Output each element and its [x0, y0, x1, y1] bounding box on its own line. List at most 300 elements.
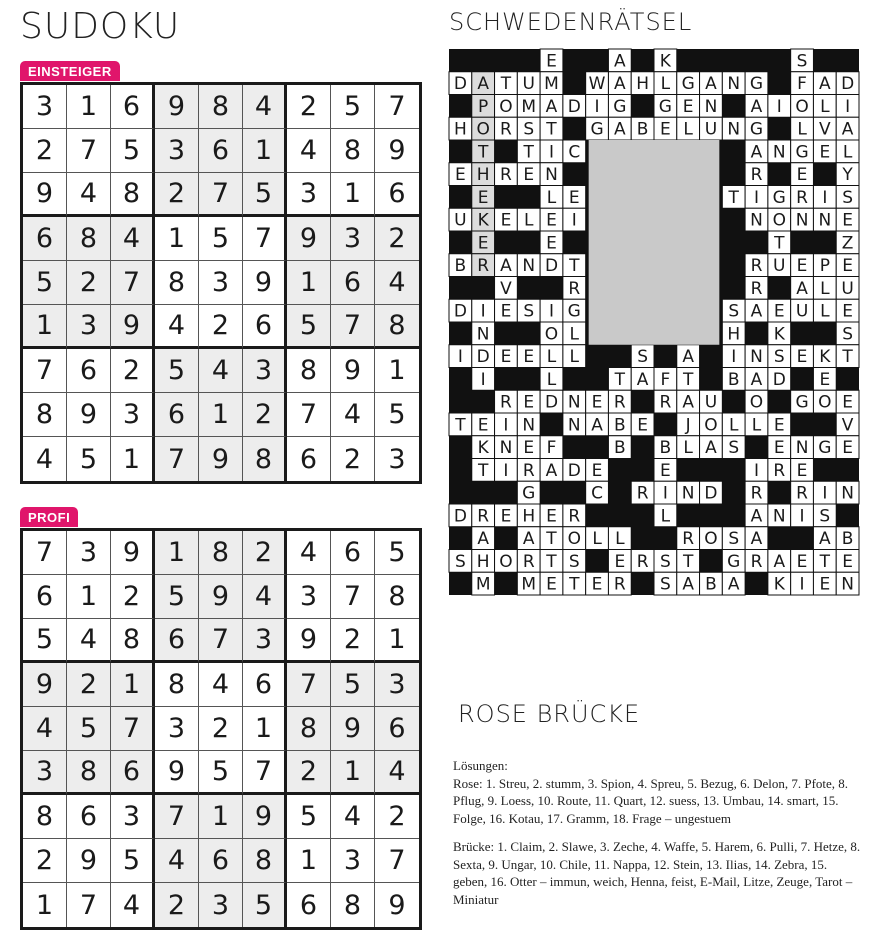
crossword-letter: T [523, 142, 534, 163]
sudoku-cell: 6 [287, 883, 331, 927]
crossword-letter: B [705, 574, 717, 595]
sudoku-cell: 2 [243, 393, 287, 437]
crossword-letter: I [480, 369, 486, 390]
crossword-letter: B [659, 438, 672, 459]
crossword-letter: G [795, 392, 809, 413]
crossword-letter: N [841, 483, 854, 504]
crossword-letter: I [594, 96, 600, 117]
crossword-letter: I [548, 142, 555, 163]
crossword-letter: A [750, 96, 763, 117]
sudoku-cell: 7 [331, 575, 375, 619]
crossword-letter: L [797, 119, 807, 140]
sudoku-cell: 9 [331, 349, 375, 393]
sudoku-cell: 2 [331, 437, 375, 481]
crossword-letter: E [796, 460, 808, 481]
crossword-letter: E [842, 551, 853, 572]
crossword-letter: R [500, 392, 512, 413]
crossword-letter: F [660, 369, 671, 390]
crossword-letter: I [822, 483, 828, 504]
crossword-letter: E [477, 415, 489, 436]
sudoku-cell: 9 [199, 437, 243, 481]
sudoku-cell: 3 [155, 129, 199, 173]
crossword-letter: H [476, 165, 490, 186]
crossword-letter: T [569, 574, 580, 595]
crossword-letter: D [567, 96, 581, 117]
sudoku-cell: 3 [243, 619, 287, 663]
sudoku-cell: 4 [331, 393, 375, 437]
crossword-letter: L [683, 438, 693, 459]
crossword-letter: V [841, 415, 854, 436]
crossword-letter: E [660, 119, 671, 140]
sudoku-cell: 9 [388, 889, 406, 921]
sudoku-cell: 5 [331, 663, 375, 707]
sudoku-cell: 1 [199, 795, 243, 839]
sudoku-cell: 4 [199, 349, 243, 393]
crossword-letter: N [567, 392, 581, 413]
sudoku-cell: 6 [155, 619, 199, 663]
sudoku-cell: 4 [23, 437, 67, 481]
crossword-letter: A [636, 369, 649, 390]
crossword-letter: I [662, 483, 668, 504]
crossword-letter: N [681, 483, 695, 504]
crossword-letter: O [704, 529, 718, 550]
crossword-letter: K [773, 574, 785, 595]
crossword-letter: S [523, 301, 535, 322]
crossword-letter: R [796, 483, 808, 504]
crossword-letter: E [842, 392, 853, 413]
crossword-letter: O [476, 119, 490, 140]
crossword-letter: N [750, 210, 763, 231]
crossword-letter: S [796, 51, 808, 72]
sudoku-cell: 8 [199, 531, 243, 575]
crossword-title: SCHWEDENRÄTSEL [449, 8, 693, 36]
sudoku-cell: 6 [331, 261, 375, 305]
crossword-letter: E [796, 256, 808, 277]
crossword-letter: L [546, 347, 557, 368]
crossword-letter: H [522, 506, 536, 527]
crossword-letter: L [523, 210, 534, 231]
crossword-letter: R [500, 119, 512, 140]
crossword-letter: N [567, 415, 581, 436]
crossword-letter: N [522, 415, 536, 436]
crossword-letter: U [795, 301, 809, 322]
sudoku-cell: 8 [155, 663, 199, 707]
crossword-letter: T [774, 233, 785, 254]
sudoku-cell: 1 [111, 437, 155, 481]
crossword-letter: I [753, 187, 760, 208]
crossword-letter: E [614, 551, 626, 572]
crossword-letter: L [660, 74, 671, 95]
crossword-letter: R [796, 187, 808, 208]
crossword-letter: L [615, 529, 625, 550]
crossword-letter: C [568, 142, 581, 163]
crossword-letter: I [480, 301, 486, 322]
sudoku-cell: 8 [331, 129, 375, 173]
sudoku-cell: 3 [388, 443, 406, 475]
crossword-letter: R [750, 278, 763, 299]
bruecke-solutions: Brücke: 1. Claim, 2. Slawe, 3. Zeche, 4. Waffe, 5. Harem, 6. Pulli, 7. Hetze, 8. Sexta, 9. Ungar, 10. Chile, 11. Nappa, 12. Stein, 13. Ilias, 14. Zebra, 15. geben, 16. Otter – immun, weich, Henna, feist, E-Mail, Litze, Zeuge, Tarot – Miniatur [453, 839, 861, 907]
crossword-letter: Z [841, 233, 854, 254]
crossword-letter: R [750, 483, 763, 504]
crossword-letter: I [503, 460, 509, 481]
crossword-letter: G [567, 301, 581, 322]
sudoku-cell: 3 [375, 663, 419, 707]
crossword-letter: E [682, 96, 694, 117]
crossword-letter: G [818, 438, 832, 459]
crossword-letter: A [705, 74, 717, 95]
sudoku-cell: 3 [331, 839, 375, 883]
crossword-letter: M [521, 574, 537, 595]
sudoku-cell: 4 [111, 883, 155, 927]
crossword-letter: U [704, 119, 718, 140]
crossword-letter: I [845, 96, 851, 117]
sudoku-cell: 8 [287, 349, 331, 393]
sudoku-cell: 8 [287, 707, 331, 751]
crossword-letter: K [477, 438, 489, 459]
crossword-letter: L [660, 506, 671, 527]
sudoku-cell: 2 [23, 839, 67, 883]
crossword-letter: I [731, 347, 737, 368]
sudoku-cell: 5 [375, 393, 419, 437]
crossword-letter: T [477, 142, 489, 163]
crossword-letter: R [636, 551, 649, 572]
sudoku-cell: 7 [243, 751, 287, 795]
crossword-letter: S [659, 551, 671, 572]
crossword-letter: G [658, 96, 672, 117]
crossword-letter: I [457, 347, 463, 368]
crossword-letter: S [523, 119, 535, 140]
sudoku-cell: 8 [23, 393, 67, 437]
crossword-letter: E [523, 347, 535, 368]
crossword-letter: M [544, 74, 559, 95]
sudoku-cell: 6 [67, 349, 111, 393]
crossword-letter: R [773, 460, 786, 481]
sudoku-cell: 9 [287, 619, 331, 663]
sudoku-cell: 6 [331, 531, 375, 575]
crossword-letter: R [568, 278, 581, 299]
crossword-letter: E [842, 256, 853, 277]
sudoku-cell: 4 [243, 575, 287, 619]
crossword-letter: G [590, 119, 604, 140]
crossword-letter: G [795, 142, 809, 163]
sudoku-cell: 8 [375, 575, 419, 619]
sudoku-cell: 5 [375, 531, 419, 575]
sudoku-cell: 3 [23, 751, 67, 795]
sudoku-cell: 2 [199, 305, 243, 349]
sudoku-cell: 6 [287, 437, 331, 481]
crossword-letter: E [660, 460, 671, 481]
crossword-letter: T [546, 551, 557, 572]
crossword-letter: E [796, 551, 808, 572]
crossword-letter: H [453, 119, 467, 140]
crossword-letter: B [727, 369, 740, 390]
crossword-letter: L [842, 142, 853, 163]
crossword-letter: R [750, 256, 763, 277]
crossword-letter: R [613, 392, 626, 413]
crossword-letter: E [568, 187, 580, 208]
crossword-letter: N [795, 210, 809, 231]
sudoku-cell: 2 [243, 531, 287, 575]
crossword-letter: S [728, 438, 740, 459]
crossword-letter: Y [842, 165, 853, 186]
sudoku-cell: 6 [199, 839, 243, 883]
sudoku-cell: 9 [287, 217, 331, 261]
sudoku-cell: 5 [67, 707, 111, 751]
crossword-letter: A [682, 392, 694, 413]
sudoku-cell: 7 [155, 795, 199, 839]
crossword-letter: R [613, 574, 626, 595]
crossword-letter: B [613, 415, 626, 436]
sudoku-cell: 2 [23, 129, 67, 173]
sudoku-cell: 5 [155, 349, 199, 393]
sudoku-cell: 5 [287, 305, 331, 349]
sudoku-cell: 4 [67, 173, 111, 217]
crossword-letter: E [773, 301, 785, 322]
crossword-letter: E [796, 165, 808, 186]
sudoku-cell: 9 [155, 751, 199, 795]
crossword-letter: U [773, 256, 786, 277]
crossword-letter: B [454, 256, 467, 277]
sudoku-cell: 9 [67, 393, 111, 437]
crossword-letter: L [820, 278, 830, 299]
crossword-letter: D [544, 256, 559, 277]
crossword-letter: O [567, 529, 581, 550]
sudoku-cell: 9 [155, 85, 199, 129]
crossword-letter: L [569, 324, 580, 345]
crossword-letter: K [819, 347, 831, 368]
sudoku-cell: 4 [331, 795, 375, 839]
solutions-heading: Lösungen: [453, 758, 508, 773]
crossword-letter: B [841, 529, 854, 550]
sudoku-cell: 9 [23, 663, 67, 707]
sudoku-cell: 8 [331, 883, 375, 927]
crossword-letter: A [705, 438, 717, 459]
crossword-letter: B [636, 119, 649, 140]
sudoku-cell: 6 [243, 305, 287, 349]
crossword-letter: H [636, 74, 650, 95]
crossword-letter: E [455, 165, 466, 186]
sudoku-cell: 1 [23, 883, 67, 927]
crossword-letter: D [476, 347, 490, 368]
crossword-letter: E [477, 233, 489, 254]
sudoku-cell: 1 [243, 707, 287, 751]
crossword-letter: T [819, 551, 831, 572]
crossword-letter: L [820, 301, 830, 322]
sudoku-cell: 1 [331, 173, 375, 217]
crossword-letter: I [799, 506, 805, 527]
crossword-letter: O [749, 392, 764, 413]
crossword-letter: R [750, 165, 763, 186]
crossword-letter: N [545, 165, 558, 186]
crossword-letter: N [476, 324, 490, 345]
sudoku-cell: 9 [243, 261, 287, 305]
sudoku-cell: 8 [243, 839, 287, 883]
crossword-letter: A [614, 74, 626, 95]
crossword-letter: A [750, 529, 763, 550]
sudoku-cell: 8 [155, 261, 199, 305]
sudoku-cell: 2 [375, 795, 419, 839]
crossword-letter: K [773, 324, 785, 345]
crossword-letter: A [522, 529, 535, 550]
sudoku-cell: 3 [199, 883, 243, 927]
crossword-letter: N [772, 142, 786, 163]
sudoku-cell: 7 [375, 839, 419, 883]
sudoku-cell: 1 [375, 349, 419, 393]
crossword-letter: A [819, 529, 831, 550]
crossword-letter: I [799, 574, 805, 595]
sudoku-cell: 4 [375, 261, 419, 305]
sudoku-cell: 1 [111, 663, 155, 707]
crossword-letter: A [682, 574, 694, 595]
crossword-letter: T [546, 119, 557, 140]
crossword-letter: E [523, 392, 535, 413]
crossword-letter: O [499, 96, 513, 117]
sudoku-cell: 3 [67, 531, 111, 575]
sudoku-cell: 5 [111, 129, 155, 173]
crossword-letter: G [681, 74, 695, 95]
sudoku-cell: 7 [243, 217, 287, 261]
crossword-letter: E [637, 415, 648, 436]
sudoku-cell: 9 [111, 305, 155, 349]
crossword-image-placeholder [589, 140, 720, 345]
sudoku-cell: 6 [243, 663, 287, 707]
sudoku-cell: 4 [155, 305, 199, 349]
crossword-letter: I [503, 415, 509, 436]
crossword-letter: E [591, 392, 603, 413]
crossword-letter: I [776, 96, 782, 117]
crossword-letter: E [819, 369, 831, 390]
sudoku-cell: 5 [199, 217, 243, 261]
crossword-letter: A [614, 51, 626, 72]
sudoku-cell: 1 [331, 751, 375, 795]
sudoku-cell: 9 [199, 575, 243, 619]
sudoku-grid-einsteiger [20, 82, 422, 484]
crossword-letter: P [478, 96, 489, 117]
sudoku-cell: 3 [287, 173, 331, 217]
sudoku-cell: 6 [199, 129, 243, 173]
sudoku-cell: 1 [287, 261, 331, 305]
sudoku-cell: 7 [67, 129, 111, 173]
sudoku-cell: 9 [375, 129, 419, 173]
sudoku-cell: 5 [331, 85, 375, 129]
crossword-letter: R [477, 256, 490, 277]
crossword-letter: E [796, 347, 808, 368]
sudoku-cell: 2 [287, 85, 331, 129]
crossword-letter: A [545, 460, 558, 481]
crossword-letter: S [637, 347, 649, 368]
crossword-letter: E [842, 301, 853, 322]
crossword-letter: I [822, 187, 828, 208]
crossword-letter: T [682, 369, 694, 390]
crossword-letter: H [476, 551, 490, 572]
crossword-letter: E [546, 51, 557, 72]
crossword-letter: L [546, 187, 557, 208]
crossword-letter: E [523, 438, 535, 459]
crossword-letter: L [820, 96, 830, 117]
sudoku-cell: 2 [111, 575, 155, 619]
crossword-grid [448, 48, 860, 596]
rose-bruecke-title: ROSE BRÜCKE [458, 700, 641, 728]
crossword-letter: I [753, 460, 760, 481]
crossword-letter: S [842, 324, 854, 345]
crossword-letter: I [571, 210, 577, 231]
crossword-letter: W [588, 74, 606, 95]
sudoku-cell: 5 [23, 619, 67, 663]
crossword-letter: G [772, 187, 786, 208]
crossword-letter: S [773, 347, 785, 368]
sudoku-cell: 6 [375, 707, 419, 751]
crossword-letter: K [477, 210, 489, 231]
crossword-letter: E [819, 142, 831, 163]
crossword-letter: D [704, 483, 718, 504]
sudoku-cell: 1 [23, 305, 67, 349]
crossword-letter: I [548, 301, 555, 322]
crossword-letter: K [659, 51, 671, 72]
sudoku-cell: 7 [23, 531, 67, 575]
sudoku-cell: 1 [199, 393, 243, 437]
sudoku-cell: 5 [199, 751, 243, 795]
crossword-letter: E [773, 438, 785, 459]
crossword-letter: R [636, 483, 649, 504]
crossword-letter: A [819, 74, 831, 95]
sudoku-cell: 1 [243, 129, 287, 173]
sudoku-cell: 6 [155, 393, 199, 437]
sudoku-cell: 3 [243, 349, 287, 393]
crossword-letter: S [454, 551, 466, 572]
crossword-letter: E [500, 347, 512, 368]
crossword-letter: N [841, 574, 854, 595]
sudoku-cell: 5 [243, 173, 287, 217]
crossword-letter: N [818, 210, 832, 231]
crossword-letter: L [683, 119, 693, 140]
crossword-letter: E [773, 415, 785, 436]
crossword-letter: E [591, 460, 603, 481]
crossword-letter: G [727, 551, 741, 572]
crossword-letter: R [522, 460, 535, 481]
crossword-letter: T [455, 415, 466, 436]
crossword-letter: R [522, 551, 535, 572]
crossword-letter: A [727, 574, 740, 595]
sudoku-cell: 6 [23, 575, 67, 619]
crossword-letter: V [819, 119, 831, 140]
crossword-letter: E [477, 187, 489, 208]
sudoku-cell: 7 [199, 173, 243, 217]
crossword-letter: S [659, 574, 671, 595]
crossword-letter: M [475, 574, 491, 595]
sudoku-cell: 7 [331, 305, 375, 349]
crossword-letter: M [521, 96, 537, 117]
crossword-letter: E [546, 233, 557, 254]
crossword-letter: E [546, 574, 557, 595]
sudoku-cell: 7 [111, 707, 155, 751]
crossword-letter: O [772, 210, 786, 231]
sudoku-cell: 1 [375, 619, 419, 663]
sudoku-cell: 2 [111, 349, 155, 393]
crossword-letter: A [545, 96, 558, 117]
crossword-letter: G [749, 119, 764, 140]
crossword-letter: S [728, 529, 740, 550]
sudoku-cell: 9 [23, 173, 67, 217]
sudoku-cell: 9 [111, 531, 155, 575]
crossword-letter: G [749, 74, 764, 95]
sudoku-cell: 5 [155, 575, 199, 619]
crossword-letter: N [727, 119, 741, 140]
sudoku-cell: 7 [375, 85, 419, 129]
crossword-letter: O [795, 96, 809, 117]
crossword-letter: D [772, 369, 786, 390]
crossword-letter: A [750, 506, 763, 527]
crossword-letter: U [454, 210, 467, 231]
